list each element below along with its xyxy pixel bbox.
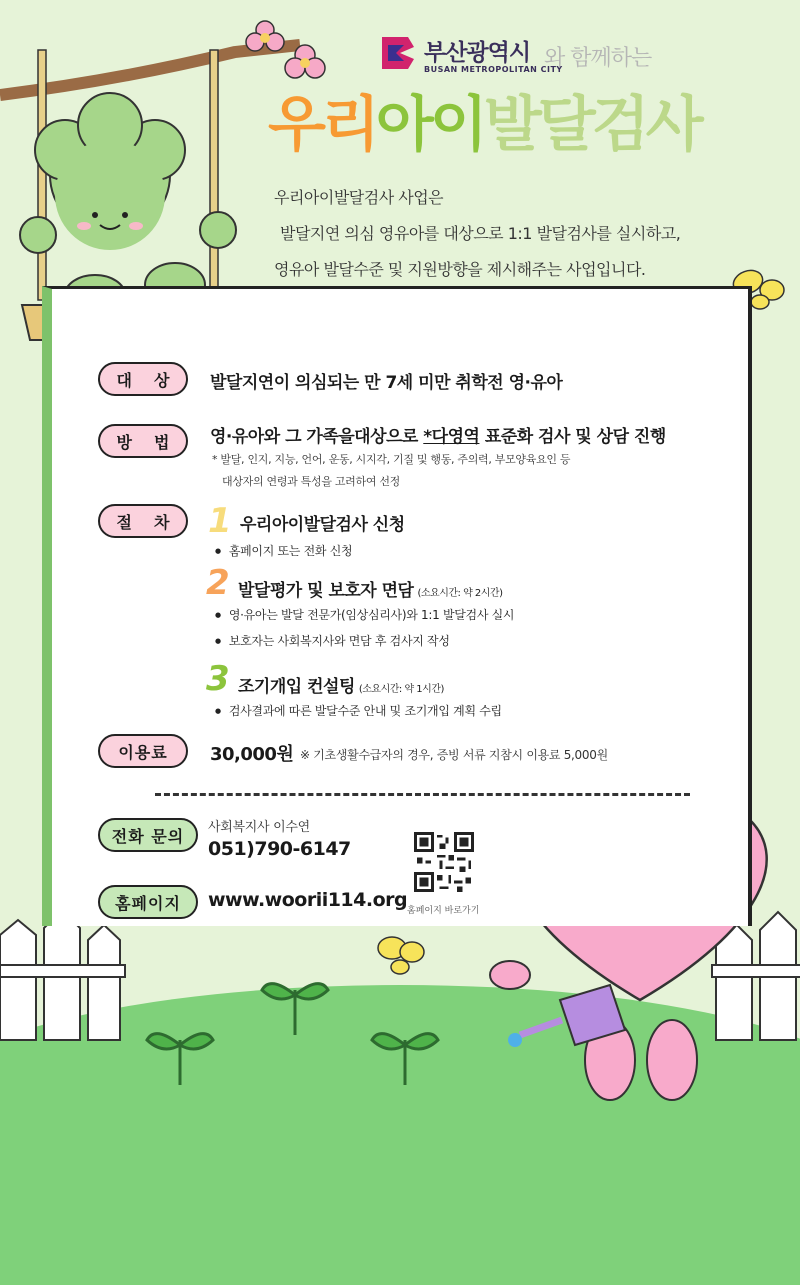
procedure-label: 절차 (98, 504, 188, 538)
step-number: 3 (206, 659, 230, 699)
step-bullet: ● 영·유아는 발달 전문가(임상심리사)와 1:1 발달검사 실시 (215, 606, 514, 623)
sprout-icon (372, 1034, 438, 1085)
method-label: 방법 (98, 424, 188, 458)
swing-rope-icon (210, 50, 218, 300)
contact-label: 전화 문의 (98, 818, 198, 852)
sprout-icon (262, 984, 328, 1035)
qr-label: 홈페이지 바로가기 (407, 906, 480, 916)
method-underline-text: *다영역 (423, 427, 480, 447)
butterfly-icon (378, 937, 424, 974)
title-part-3: 발달검사 (483, 90, 700, 160)
swing-rope-icon (38, 50, 46, 300)
title-part-1: 우리 (268, 90, 376, 160)
intro-text (274, 180, 680, 288)
step-title: 우리아이발달검사 신청 (240, 515, 405, 535)
fee-amount: 30,000원 (210, 744, 294, 765)
homepage-url[interactable]: www.woorii114.org (208, 889, 408, 911)
fence-icon (0, 910, 125, 1040)
contact-person: 사회복지사 이수연 (208, 820, 310, 835)
step-time: (소요시간: 약 1시간) (358, 684, 444, 695)
step-number: 2 (206, 563, 230, 603)
method-note: * 발달, 인지, 지능, 언어, 운동, 시지각, 기질 및 행동, 주의력, 부모양육요인 등 (212, 453, 571, 466)
logo-subtitle: BUSAN METROPOLITAN CITY (424, 65, 563, 74)
intro-line: 발달지연 의심 영유아를 대상으로 1:1 발달검사를 실시하고, (280, 224, 681, 243)
step-bullet: ● 검사결과에 따른 발달수준 안내 및 조기개입 계획 수립 (215, 702, 502, 719)
target-text: 발달지연이 의심되는 만 7세 미만 취학전 영·유아 (210, 373, 563, 393)
intro-line: 우리아이발달검사 사업은 (274, 188, 444, 207)
step-bullet: ● 보호자는 사회복지사와 면담 후 검사지 작성 (215, 632, 450, 649)
step-number: 1 (208, 501, 232, 541)
page-title (268, 88, 700, 162)
homepage-label: 홈페이지 (98, 885, 198, 919)
fee-note: ※ 기초생활수급자의 경우, 증빙 서류 지참시 이용료 5,000원 (300, 748, 608, 762)
method-text: 영·유아와 그 가족을대상으로 *다영역 표준화 검사 및 상담 진행 (210, 427, 666, 447)
step-time: (소요시간: 약 2시간) (417, 588, 503, 599)
target-label: 대상 (98, 362, 188, 396)
sprout-icon (147, 1034, 213, 1085)
qr-code-icon[interactable] (414, 832, 474, 892)
intro-line: 영유아 발달수준 및 지원방향을 제시해주는 사업입니다. (274, 260, 646, 279)
method-note: 대상자의 연령과 특성을 고려하여 선정 (222, 475, 401, 488)
divider (155, 793, 690, 796)
step-bullet: ● 홈페이지 또는 전화 신청 (215, 542, 352, 559)
logo-with-text: 와 함께하는 (544, 46, 652, 71)
contact-phone[interactable]: 051)790-6147 (208, 838, 351, 860)
title-part-2: 아이 (375, 90, 484, 160)
busan-logo-icon (378, 33, 418, 73)
fee-label: 이용료 (98, 734, 188, 768)
logo-name: 부산광역시 (424, 40, 531, 66)
green-cloud-character-icon (20, 93, 236, 315)
step-title: 조기개입 컨설팅 (소요시간: 약 1시간) (238, 677, 444, 697)
step-title: 발달평가 및 보호자 면담 (소요시간: 약 2시간) (238, 581, 503, 601)
